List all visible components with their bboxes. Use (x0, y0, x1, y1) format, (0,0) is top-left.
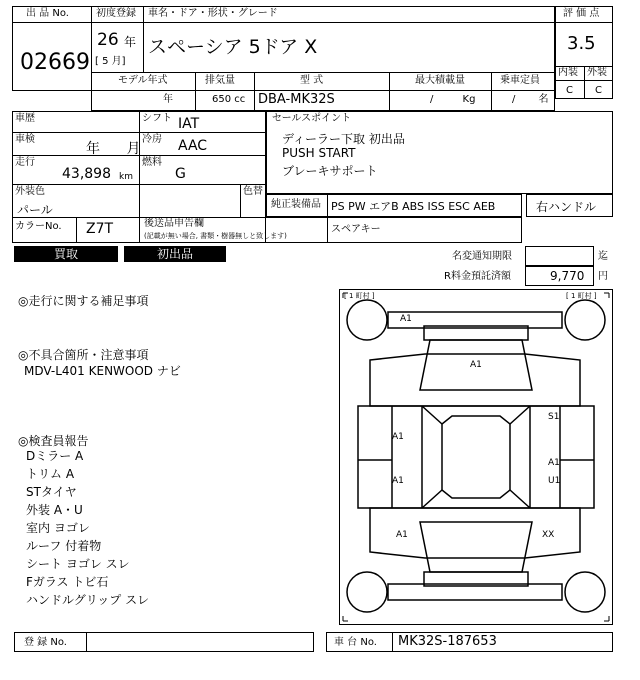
inspector-item-2: トリム A (26, 467, 75, 481)
car-outline-drawing (340, 290, 612, 624)
reg-no-label: 登 録 No. (24, 637, 67, 648)
docs-note: (記載が無い場合, 書類・樹器無しと致します) (144, 232, 287, 240)
damage-mark: A1 (396, 530, 408, 540)
docs-label: 後送品申告欄 (144, 218, 204, 229)
history-label: 車歴 (15, 113, 35, 124)
sales-line-1: ディーラー下取 初出品 (282, 132, 405, 146)
inspector-item-9: ハンドルグリップ スレ (26, 593, 150, 607)
name-change-box (525, 246, 594, 266)
interior-label: 内装 (558, 67, 578, 78)
interior-grade: C (566, 85, 573, 96)
max-load-label: 最大積載量 (415, 75, 465, 86)
displacement-value: 650 cc (212, 94, 246, 105)
sales-label: セールスポイント (272, 113, 352, 124)
defect-item: MDV-L401 KENWOOD ナビ (24, 364, 181, 378)
color-no-value: Z7T (86, 221, 114, 237)
inspector-item-1: Dミラー A (26, 449, 84, 463)
exterior-grade: C (595, 85, 602, 96)
recycle-label: R料金預託済額 (444, 271, 511, 282)
name-change-unit: 迄 (598, 251, 608, 262)
docs-value: スペアキー (331, 224, 381, 235)
ac-label: 冷房 (142, 134, 162, 145)
steering-value: 右ハンドル (536, 200, 597, 214)
equip-label: 純正装備品 (271, 199, 321, 210)
diagram-bracket-left: [ 1 町村 ] (344, 292, 375, 300)
inspector-item-6: ルーフ 付着物 (26, 539, 102, 553)
defect-title: ◎不具合箇所・注意事項 (18, 348, 149, 362)
damage-mark: S1 (548, 412, 560, 422)
reg-year-unit: 年 (124, 35, 137, 49)
inspection-label: 車検 (15, 134, 35, 145)
car-name: スペーシア 5ドア X (148, 36, 318, 58)
inspector-title: ◎検査員報告 (18, 434, 89, 448)
color-no-label: カラーNo. (15, 221, 62, 232)
model-value: DBA-MK32S (258, 92, 335, 107)
mileage-label: 走行 (15, 157, 35, 168)
capacity-value: / 名 (512, 94, 549, 105)
damage-mark: XX (542, 530, 555, 540)
color-value: パール (17, 203, 53, 217)
damage-mark: A1 (392, 476, 404, 486)
diagram-bracket-right: [ 1 町村 ] (566, 292, 597, 300)
displacement-label: 排気量 (205, 75, 235, 86)
shift-value: IAT (178, 116, 200, 132)
damage-diagram (339, 289, 613, 625)
first-listing-badge: 初出品 (124, 246, 226, 262)
capacity-label: 乗車定員 (500, 75, 540, 86)
damage-mark: A1 (470, 360, 482, 370)
driving-title: ◎走行に関する補足事項 (18, 294, 149, 308)
first-reg-label: 初度登録 (96, 8, 136, 19)
sales-line-2: PUSH START (282, 146, 356, 160)
fuel-value: G (175, 166, 186, 182)
mileage-value: 43,898 (62, 166, 111, 182)
car-name-label: 車名・ドア・形状・グレード (148, 8, 278, 19)
chassis-value: MK32S-187653 (398, 634, 497, 649)
sales-line-3: ブレーキサポート (282, 164, 378, 178)
damage-mark: A1 (548, 458, 560, 468)
ac-value: AAC (178, 138, 208, 154)
repaint-label: 色替 (243, 186, 263, 197)
recycle-value: 9,770 (550, 269, 585, 283)
mileage-unit: km (119, 172, 133, 182)
damage-mark: U1 (548, 476, 561, 486)
equip-value: PS PW エアB ABS ISS ESC AEB (331, 200, 496, 213)
model-label: 型 式 (300, 75, 324, 86)
reg-year: 26 (97, 30, 119, 50)
reg-month: [ 5 月] (95, 56, 126, 67)
inspection-value: 年 月 (86, 141, 141, 157)
inspector-item-5: 室内 ヨゴレ (26, 521, 90, 535)
damage-mark: A1 (392, 432, 404, 442)
buy-badge: 買取 (14, 246, 118, 262)
chassis-label: 車 台 No. (334, 637, 377, 648)
inspector-item-3: STタイヤ (26, 485, 77, 499)
score-value: 3.5 (567, 33, 596, 54)
inspector-item-7: シート ヨゴレ スレ (26, 557, 130, 571)
lot-label: 出 品 No. (26, 8, 69, 19)
model-year-label: モデル年式 (118, 75, 168, 86)
damage-mark: A1 (400, 314, 412, 324)
score-label: 評 価 点 (563, 8, 600, 19)
inspector-item-4: 外装 A・U (26, 503, 83, 517)
lot-number: 02669 (20, 50, 90, 75)
max-load-value: / Kg (430, 94, 476, 105)
model-year-unit: 年 (163, 94, 173, 105)
color-label: 外装色 (15, 186, 45, 197)
name-change-label: 名変通知期限 (452, 251, 512, 262)
inspector-item-8: Fガラス トビ石 (26, 575, 109, 589)
exterior-label: 外装 (587, 67, 607, 78)
recycle-unit: 円 (598, 271, 608, 282)
fuel-label: 燃料 (142, 157, 162, 168)
shift-label: シフト (142, 113, 172, 124)
